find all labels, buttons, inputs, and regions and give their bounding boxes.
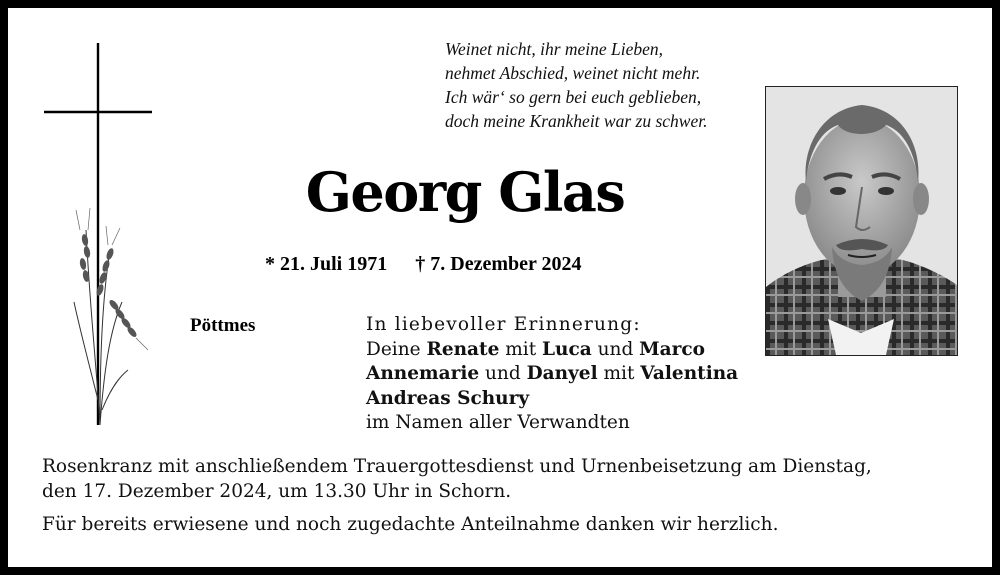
cross-with-wheat-icon: [40, 40, 160, 435]
text: und: [479, 363, 527, 384]
mourner-name: Valentina: [640, 363, 739, 384]
mourners-line: [366, 338, 786, 363]
mourner-name: Andreas Schury: [366, 387, 530, 409]
mourner-name: Renate: [426, 338, 500, 360]
service-info: [42, 454, 962, 537]
mourner-name: Danyel: [526, 363, 598, 384]
service-line: den 17. Dezember 2024, um 13.30 Uhr in Schorn.: [42, 481, 512, 502]
mourners-closing: im Namen aller Verwandten: [366, 412, 630, 433]
mourners-line: [366, 362, 786, 387]
poem: [445, 37, 765, 133]
mourner-name: Annemarie: [366, 363, 480, 384]
mourner-name: Marco: [639, 338, 705, 360]
portrait-photo: [765, 86, 958, 356]
poem-line: nehmet Abschied, weinet nicht mehr.: [445, 63, 701, 83]
poem-line: doch meine Krankheit war zu schwer.: [445, 111, 708, 131]
mourners-block: [366, 313, 786, 436]
life-dates: [265, 253, 582, 276]
portrait-illustration: [766, 87, 957, 355]
deceased-name: Georg Glas: [305, 160, 625, 224]
mourners-line: [366, 387, 786, 412]
mourners-intro: In liebevoller Erinnerung:: [366, 314, 641, 335]
birth-date: * 21. Juli 1971: [265, 253, 388, 275]
poem-line: Ich wär‘ so gern bei euch geblieben,: [445, 87, 702, 107]
thanks-line: Für bereits erwiesene und noch zugedachte Anteilnahme danken wir herzlich.: [42, 514, 779, 535]
poem-line: Weinet nicht, ihr meine Lieben,: [445, 39, 664, 59]
mourner-name: Luca: [542, 338, 592, 360]
text: mit: [597, 363, 641, 384]
death-date: † 7. Dezember 2024: [415, 253, 582, 275]
service-line: Rosenkranz mit anschließendem Trauergottesdienst und Urnenbeisetzung am Dienstag,: [42, 456, 872, 477]
text: und: [591, 338, 640, 360]
text: Deine: [366, 338, 427, 360]
text: mit: [499, 338, 543, 360]
place: Pöttmes: [190, 315, 256, 336]
